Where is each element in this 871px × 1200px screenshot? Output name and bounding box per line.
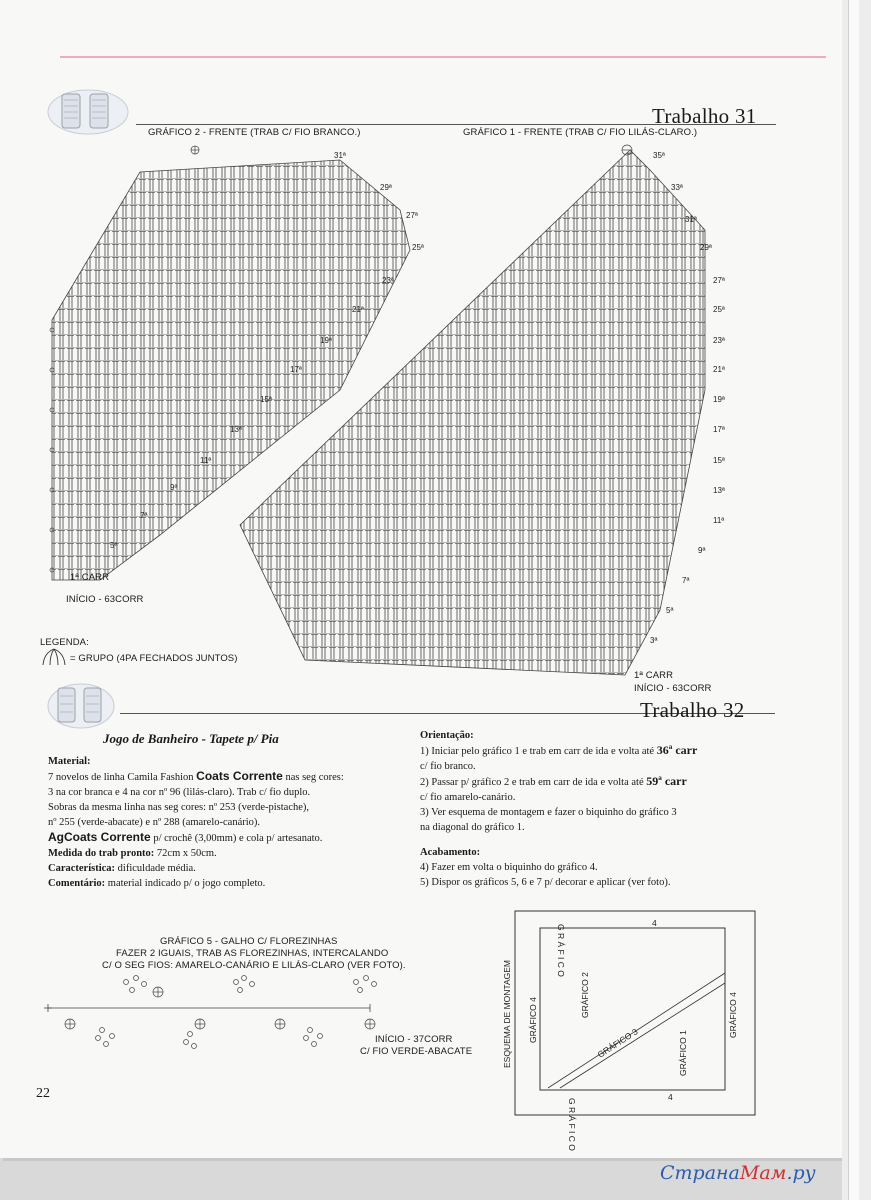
chart2-first-row: 1ª CARR (70, 572, 110, 583)
step1-bold: 36ª carr (656, 743, 698, 757)
chart2-row-label: 25ª (412, 243, 424, 252)
feature-value: dificuldade média. (117, 863, 196, 874)
assembly-g3: GRÁFICO 3 (595, 1026, 640, 1060)
chart1-row-label: 9ª (698, 546, 706, 555)
chart2-title: GRÁFICO 2 - FRENTE (TRAB C/ FIO BRANCO.) (148, 127, 361, 138)
assembly-top-letters: G R Á F I C O (556, 924, 566, 977)
watermark-part-2: Мам (739, 1162, 787, 1184)
finishing-step-5: 5) Dispor os gráficos 5, 6 e 7 p/ decorar e aplicar (ver foto). (420, 877, 671, 888)
project-title: Jogo de Banheiro - Tapete p/ Pia (103, 731, 279, 746)
chart2-row-label: 31ª (334, 151, 346, 160)
chart2-row-label: 23ª (382, 276, 394, 285)
site-watermark (660, 1162, 816, 1184)
chart5-start: INÍCIO - 37CORR (375, 1034, 453, 1045)
material-line-1: 7 novelos de linha Camila Fashion (48, 772, 194, 783)
chart1-row-label: 33ª (671, 183, 683, 192)
ag-prefix: Ag (48, 830, 64, 844)
chart1-row-label: 25ª (713, 305, 725, 314)
top-pink-rule (60, 56, 826, 58)
chart1-row-label: 7ª (682, 576, 690, 585)
work-32-title: Trabalho 32 (640, 698, 745, 722)
material-section (48, 754, 398, 891)
finishing-label: Acabamento: (420, 847, 481, 858)
chart2-row-label: 9ª (170, 483, 178, 492)
ag-brand: Coats Corrente (64, 830, 151, 844)
chart2-row-label: 17ª (290, 365, 302, 374)
chart2-start: INÍCIO - 63CORR (66, 594, 144, 605)
assembly-g2: GRÁFICO 2 (580, 972, 590, 1018)
legend-item: = GRUPO (4PA FECHADOS JUNTOS) (70, 653, 238, 664)
material-label: Material: (48, 756, 91, 767)
comment-value: material indicado p/ o jogo completo. (107, 878, 266, 889)
orientation-step-2: 2) Passar p/ gráfico 2 e trab em carr de ida e volta até (420, 777, 644, 788)
comment-label: Comentário: (48, 878, 106, 889)
chart5-title-1: GRÁFICO 5 - GALHO C/ FLOREZINHAS (160, 936, 338, 947)
assembly-bottom-letters: G R Á F I C O (567, 1098, 577, 1151)
assembly-side-label: ESQUEMA DE MONTAGEM (502, 960, 512, 1068)
legend-title: LEGENDA: (40, 637, 89, 648)
chart2-row-label: 21ª (352, 305, 364, 314)
chart5-title-3: C/ O SEG FIOS: AMARELO-CANÁRIO E LILÁS-CLARO (VER FOTO). (102, 960, 406, 971)
orientation-step-3b: na diagonal do gráfico 1. (420, 822, 525, 833)
assembly-g1: GRÁFICO 1 (678, 1030, 688, 1076)
feature-label: Característica: (48, 863, 116, 874)
chart1-row-label: 23ª (713, 336, 725, 345)
page-number: 22 (36, 1086, 50, 1101)
chart2-row-label: 19ª (320, 336, 332, 345)
chart1-row-label: 15ª (713, 456, 725, 465)
size-label: Medida do trab pronto: (48, 848, 155, 859)
finishing-step-4: 4) Fazer em volta o biquinho do gráfico 4. (420, 862, 598, 873)
chart5-start-color: C/ FIO VERDE-ABACATE (360, 1046, 473, 1057)
chart1-row-label: 19ª (713, 395, 725, 404)
watermark-part-1: Страна (660, 1162, 740, 1184)
brand-suffix: nas seg cores: (285, 772, 344, 783)
chart1-row-label: 5ª (666, 606, 674, 615)
material-line-3: Sobras da mesma linha nas seg cores: nº 253 (verde-pistache), (48, 802, 310, 813)
assembly-right: GRÁFICO 4 (728, 992, 738, 1038)
step2-bold: 59ª carr (646, 774, 687, 788)
chart2-row-label: 15ª (260, 395, 272, 404)
material-line-4: nº 255 (verde-abacate) e nº 288 (amarelo-canário). (48, 817, 261, 828)
chart1-row-label: 35ª (653, 151, 665, 160)
chart1-start: INÍCIO - 63CORR (634, 683, 712, 694)
chart2-row-label: 27ª (406, 211, 418, 220)
chart2-row-label: 11ª (200, 456, 212, 465)
size-value: 72cm x 50cm. (156, 848, 217, 859)
chart1-first-row: 1ª CARR (634, 670, 674, 681)
chart1-row-label: 17ª (713, 425, 725, 434)
chart1-crochet-diagram (230, 140, 725, 685)
chart2-row-label: 7ª (140, 511, 148, 520)
chart2-row-label: 5ª (110, 541, 118, 550)
orientation-step-1: 1) Iniciar pelo gráfico 1 e trab em carr de ida e volta até (420, 746, 655, 757)
chart1-row-label: 27ª (713, 276, 725, 285)
watermark-part-3: .ру (786, 1162, 816, 1184)
assembly-diagram (500, 908, 760, 1151)
assembly-bottom-num: 4 (668, 1092, 673, 1102)
stitch-group-icon (40, 647, 68, 667)
chart1-row-label: 21ª (713, 365, 725, 374)
orientation-step-3: 3) Ver esquema de montagem e fazer o biquinho do gráfico 3 (420, 807, 677, 818)
product-photo-icon-31 (46, 88, 130, 136)
assembly-top-num: 4 (652, 918, 657, 928)
orientation-step-2b: c/ fio amarelo-canário. (420, 792, 516, 803)
chart1-row-label: 29ª (700, 243, 712, 252)
orientation-label: Orientação: (420, 730, 474, 741)
orientation-section (420, 728, 780, 890)
chart2-row-label: 29ª (380, 183, 392, 192)
material-line-2: 3 na cor branca e 4 na cor nº 96 (lilás-claro). Trab c/ fio duplo. (48, 787, 311, 798)
brand-name: Coats Corrente (196, 769, 283, 783)
material-line-5: p/ crochê (3,00mm) e cola p/ artesanato. (153, 833, 323, 844)
chart1-row-label: 11ª (713, 516, 725, 525)
product-photo-icon-32 (46, 682, 116, 730)
chart1-title: GRÁFICO 1 - FRENTE (TRAB C/ FIO LILÁS-CLARO.) (463, 127, 698, 138)
chart1-row-label: 13ª (713, 486, 725, 495)
page-edge (842, 0, 871, 1200)
chart5-title-2: FAZER 2 IGUAIS, TRAB AS FLOREZINHAS, INTERCALANDO (116, 948, 389, 959)
chart2-row-label: 13ª (230, 425, 242, 434)
chart1-row-label: 31ª (685, 215, 697, 224)
orientation-step-1b: c/ fio branco. (420, 761, 476, 772)
assembly-left: GRÁFICO 4 (528, 997, 538, 1043)
chart1-row-label: 3ª (650, 636, 658, 645)
work-31-title: Trabalho 31 (652, 104, 757, 128)
chart5-branch-diagram (40, 972, 390, 1052)
